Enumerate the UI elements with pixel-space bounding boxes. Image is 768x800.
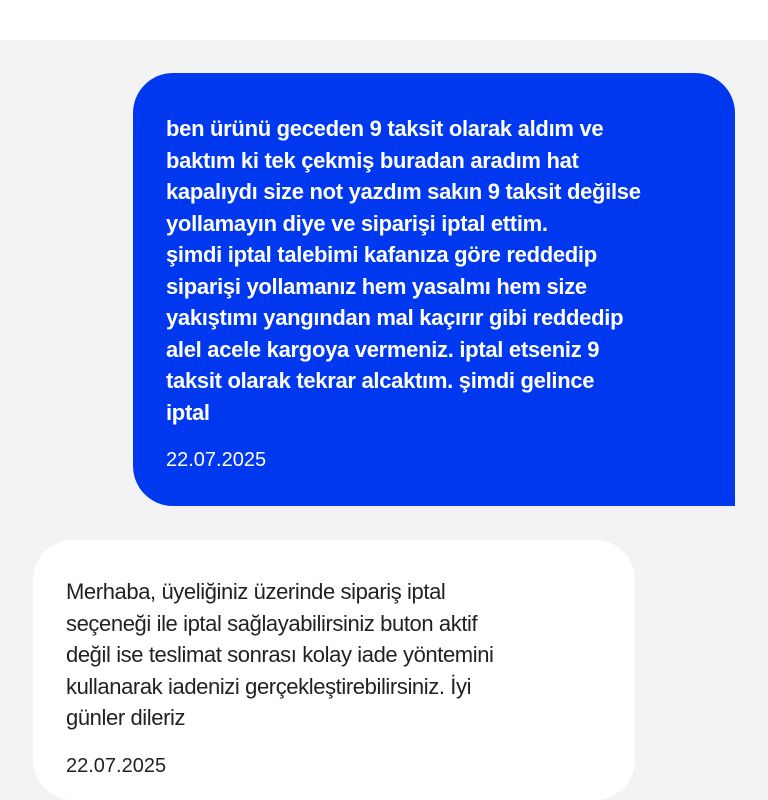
- message-line: değil ise teslimat sonrası kolay iade yöntemini: [66, 642, 494, 667]
- message-line: baktım ki tek çekmiş buradan aradım hat: [166, 147, 579, 173]
- message-line: alel acele kargoya vermeniz. iptal etseniz 9: [166, 336, 600, 362]
- message-date: 22.07.2025: [66, 754, 167, 777]
- message-line: yollamayın diye ve siparişi iptal ettim.: [166, 210, 548, 236]
- message-line: Merhaba, üyeliğiniz üzerinde sipariş iptal: [66, 579, 446, 604]
- top-bar: [0, 0, 768, 40]
- message-line: kullanarak iadenizi gerçekleştirebilirsiniz. İyi: [66, 673, 472, 699]
- sent-message-bubble: [133, 73, 735, 506]
- message-line: iptal: [166, 399, 210, 425]
- message-line: kapalıydı size not yazdım sakın 9 taksit değilse: [166, 179, 641, 204]
- message-line: yakıştımı yangından mal kaçırır gibi reddedip: [166, 305, 624, 330]
- message-line: günler dileriz: [66, 705, 186, 730]
- message-line: siparişi yollamanız hem yasalmı hem size: [166, 273, 587, 299]
- message-line: şimdi iptal talebimi kafanıza göre reddedip: [166, 242, 597, 267]
- message-line: seçeneği ile iptal sağlayabilirsiniz buton aktif: [66, 610, 478, 636]
- message-line: ben ürünü geceden 9 taksit olarak aldım ve: [166, 116, 604, 141]
- message-line: taksit olarak tekrar alcaktım. şimdi gelince: [166, 368, 595, 393]
- message-date: 22.07.2025: [166, 449, 267, 471]
- received-message-bubble: [33, 540, 635, 800]
